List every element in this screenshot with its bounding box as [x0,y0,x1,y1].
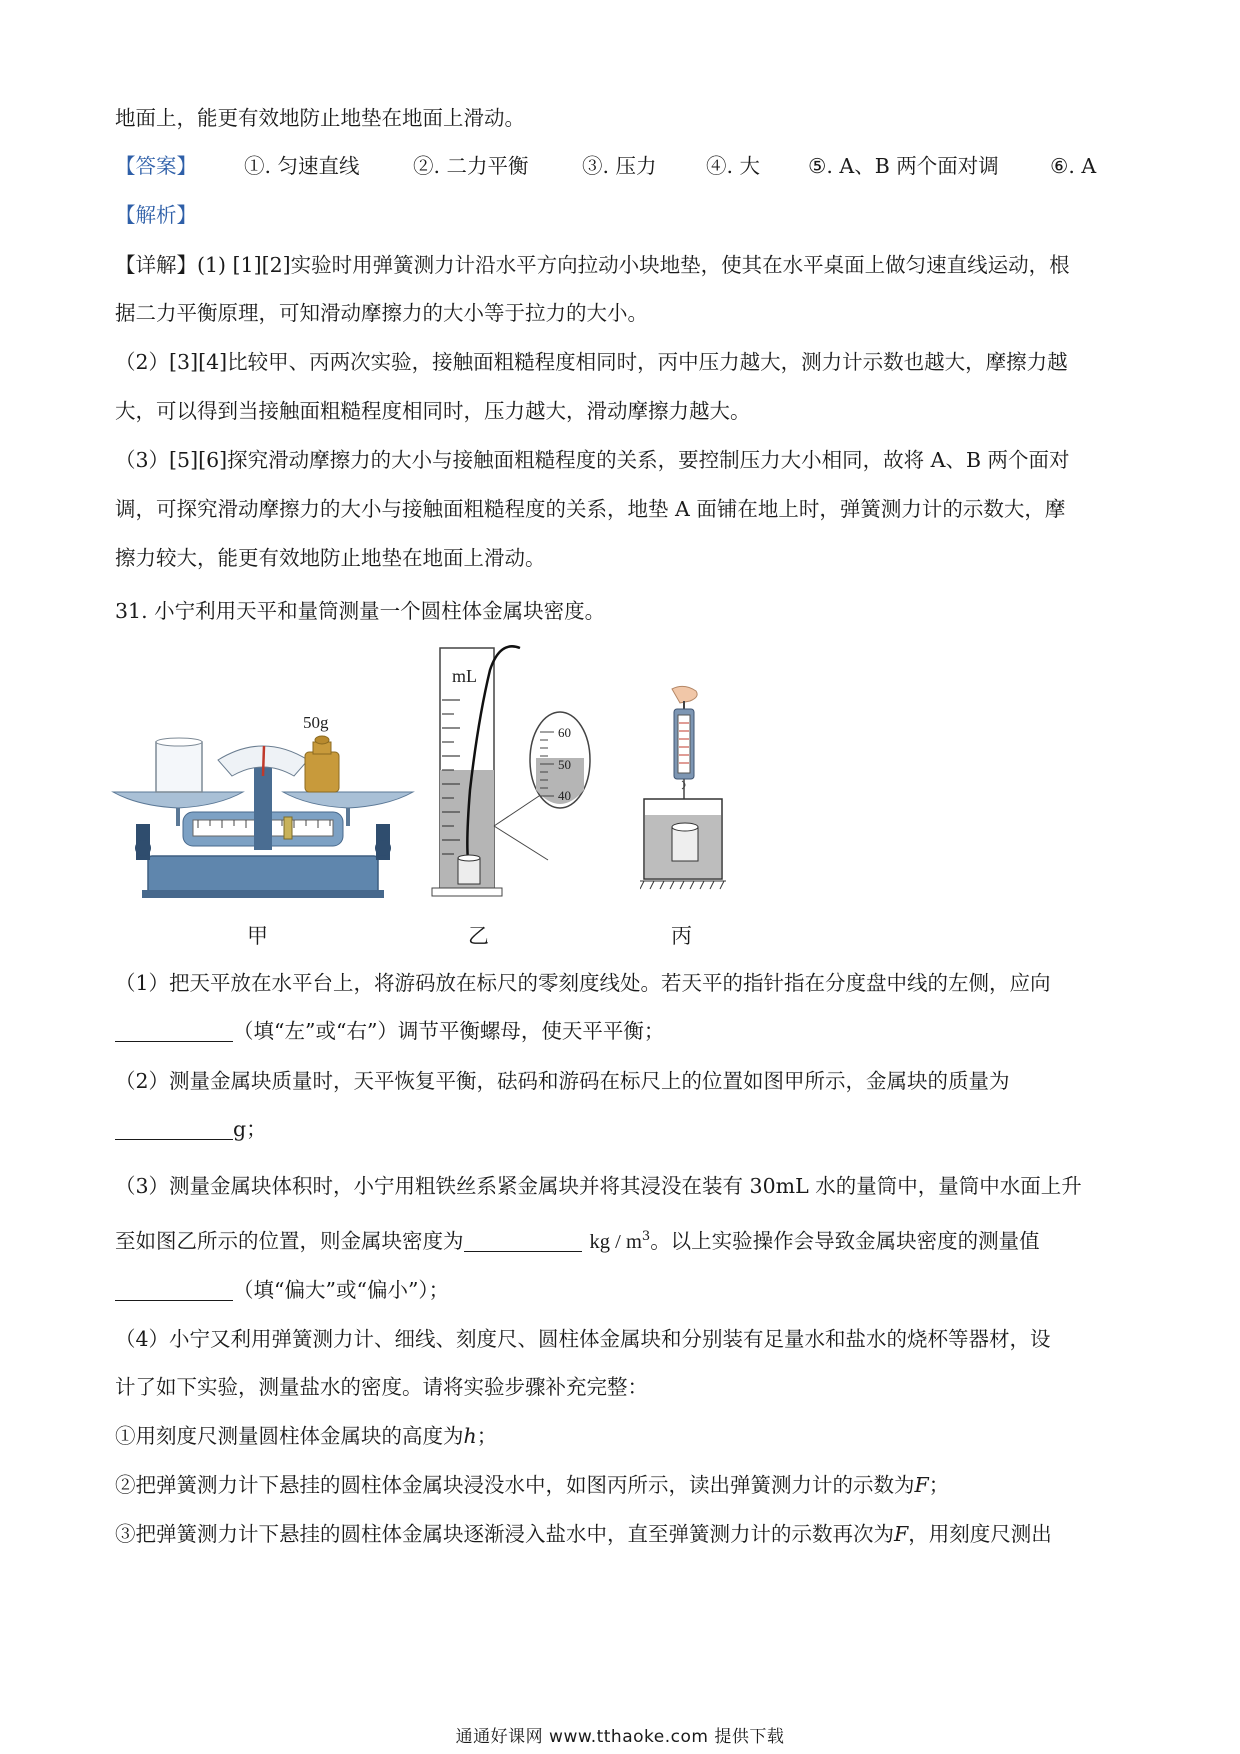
step-text: ； [928,1473,950,1497]
answer-item: ③. 压力 [582,154,657,178]
step-text: ②把弹簧测力计下悬挂的圆柱体金属块浸没水中，如图丙所示，读出弹簧测力计的示数为 [115,1473,915,1497]
question-text: 至如图乙所示的位置，则金属块密度为 [115,1228,464,1253]
zoom-tick-label: 60 [558,725,571,740]
unit-text: g； [233,1117,267,1141]
step-line [115,1519,1130,1549]
answer-item: ⑥. A [1050,154,1097,178]
answer-blank-1[interactable] [115,1019,233,1042]
zoom-tick-label: 50 [558,757,571,772]
question-line: 计了如下实验，测量盐水的密度。请将实验步骤补充完整： [115,1375,648,1399]
answer-item: ①. 匀速直线 [244,154,360,178]
question-line: （2）测量金属块质量时，天平恢复平衡，砝码和游码在标尺上的位置如图甲所示，金属块的质量为 [115,1069,1010,1093]
text-line: 大，可以得到当接触面粗糙程度相同时，压力越大，滑动摩擦力越大。 [115,399,751,423]
question-line [115,1275,1130,1305]
answer-item: ⑤. A、B 两个面对调 [808,154,999,178]
text-line: 擦力较大，能更有效地防止地垫在地面上滑动。 [115,546,546,570]
variable-f: F [914,1473,929,1497]
variable-f: F [894,1522,909,1546]
question-text: （填“偏大”或“偏小”）； [233,1278,450,1302]
step-text: ①用刻度尺测量圆柱体金属块的高度为 [115,1424,464,1448]
question-line [115,1016,1130,1046]
analysis-tag: 【解析】 [115,203,197,227]
text-line: 调，可探究滑动摩擦力的大小与接触面粗糙程度的关系，地垫 A 面铺在地上时，弹簧测力计的示数大，摩 [115,497,1066,521]
text-line: 据二力平衡原理，可知滑动摩擦力的大小等于拉力的大小。 [115,301,648,325]
unit-superscript: 3 [641,1229,651,1244]
question-line: （3）测量金属块体积时，小宁用粗铁丝系紧金属块并将其浸没在装有 30mL 水的量筒中，量筒中水面上升 [115,1174,1082,1198]
answer-blank-4[interactable] [115,1278,233,1301]
question-text: 。以上实验操作会导致金属块密度的测量值 [650,1228,1040,1253]
spring-scale-figure [640,685,726,897]
question-title: 31. 小宁利用天平和量筒测量一个圆柱体金属块密度。 [115,599,606,623]
step-text: ； [476,1424,498,1448]
answer-item: ④. 大 [706,154,761,178]
figure-caption: 乙 [468,924,489,948]
question-line: （4）小宁又利用弹簧测力计、细线、刻度尺、圆柱体金属块和分别装有足量水和盐水的烧杯等器材，设 [115,1327,1051,1351]
cylinder-unit: mL [452,666,477,686]
question-line [115,1222,1130,1257]
question-text: （填“左”或“右”）调节平衡螺母，使天平平衡； [233,1019,665,1043]
cylinder-figure [430,640,610,902]
zoom-tick-label: 40 [558,788,571,803]
figure-caption: 丙 [671,924,692,948]
balance-figure [108,680,418,902]
question-line: （1）把天平放在水平台上，将游码放在标尺的零刻度线处。若天平的指针指在分度盘中线的左侧，应向 [115,971,1051,995]
text-line: 地面上，能更有效地防止地垫在地面上滑动。 [115,106,525,130]
step-line [115,1470,1130,1500]
answer-item: ②. 二力平衡 [413,154,529,178]
answer-blank-2[interactable] [115,1117,233,1140]
answer-blank-3[interactable] [464,1229,582,1252]
page-footer: 通通好课网 www.tthaoke.com 提供下载 [455,1727,785,1747]
answer-tag: 【答案】 [115,154,197,178]
step-line [115,1421,1130,1451]
variable-h: h [463,1424,477,1448]
figure-caption: 甲 [247,924,268,948]
step-text: ，用刻度尺测出 [908,1522,1052,1546]
unit-text: kg / m [589,1230,642,1253]
text-line: （3）[5][6]探究滑动摩擦力的大小与接触面粗糙程度的关系，要控制压力大小相同，故将 A、B 两个面对 [115,448,1070,472]
weight-label: 50g [303,713,329,732]
text-line: （2）[3][4]比较甲、丙两次实验，接触面粗糙程度相同时，丙中压力越大，测力计示数也越大，摩擦力越 [115,350,1068,374]
text-line: 【详解】(1) [1][2]实验时用弹簧测力计沿水平方向拉动小块地垫，使其在水平桌面上做匀速直线运动，根 [115,253,1070,277]
step-text: ③把弹簧测力计下悬挂的圆柱体金属块逐渐浸入盐水中，直至弹簧测力计的示数再次为 [115,1522,894,1546]
question-line [115,1114,1130,1144]
